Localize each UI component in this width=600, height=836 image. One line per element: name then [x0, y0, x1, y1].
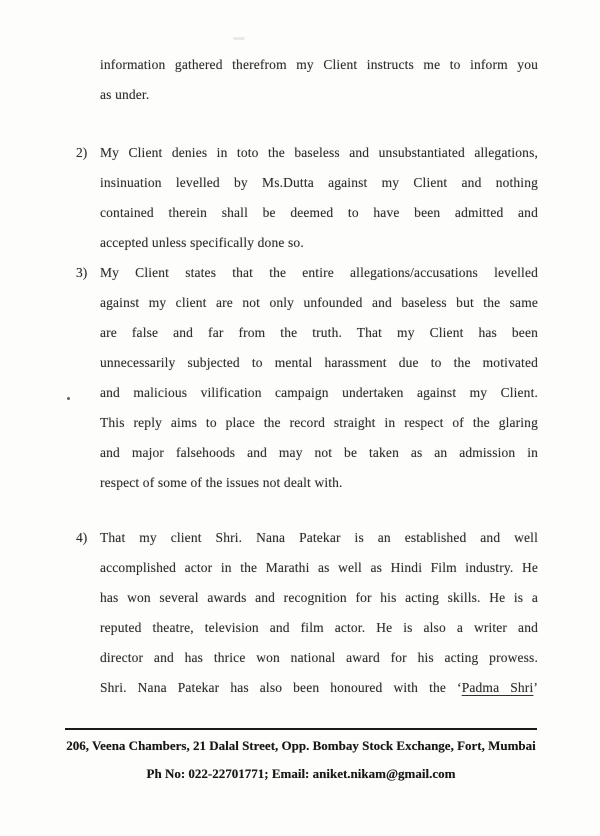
paragraph-2	[76, 138, 538, 258]
text-line: and malicious vilification campaign undertaken against my Client.	[100, 385, 538, 400]
paragraph-spacer	[100, 110, 538, 138]
paragraph-number: 3)	[76, 265, 88, 280]
text-segment: ’	[533, 680, 538, 695]
text-line: information gathered therefrom my Client instructs me to inform you	[100, 57, 538, 72]
text-line: are false and far from the truth. That my Client has been	[100, 325, 538, 340]
paragraph-4	[76, 523, 538, 703]
text-line: insinuation levelled by Ms.Dutta against my Client and nothing	[100, 175, 538, 190]
footer-address: 206, Veena Chambers, 21 Dalal Street, Opp. Bombay Stock Exchange, Fort, Mumbai	[66, 738, 536, 753]
letterhead-footer	[65, 728, 537, 789]
padma-shri-underlined-text: Padma Shri	[461, 680, 534, 695]
footer-contact: Ph No: 022-22701771; Email: aniket.nikam@gmail.com	[146, 766, 456, 781]
text-line: My Client states that the entire allegations/accusations levelled	[100, 265, 538, 280]
text-line: as under.	[100, 87, 150, 102]
text-line-padma-shri	[100, 673, 538, 703]
text-line: director and has thrice won national award for his acting prowess.	[100, 650, 538, 665]
text-line: has won several awards and recognition for his acting skills. He is a	[100, 590, 538, 605]
paragraph-3	[76, 258, 538, 498]
paragraph-number: 4)	[76, 530, 88, 545]
text-line: unnecessarily subjected to mental harassment due to the motivated	[100, 355, 538, 370]
text-line: contained therein shall be deemed to have been admitted and	[100, 205, 538, 220]
paragraph-number: 2)	[76, 145, 88, 160]
text-line: reputed theatre, television and film actor. He is also a writer and	[100, 620, 538, 635]
text-line: This reply aims to place the record straight in respect of the glaring	[100, 415, 538, 430]
paragraph-spacer	[100, 498, 538, 523]
scan-dot-artifact	[67, 397, 70, 400]
text-line: respect of some of the issues not dealt with.	[100, 475, 343, 490]
letter-body	[76, 50, 538, 703]
text-line: accepted unless specifically done so.	[100, 235, 304, 250]
text-line: and major falsehoods and may not be taken as an admission in	[100, 445, 538, 460]
text-segment: Shri. Nana Patekar has also been honoured with the ‘	[100, 680, 462, 695]
text-line: against my client are not only unfounded and baseless but the same	[100, 295, 538, 310]
intro-paragraph	[100, 50, 538, 110]
text-line: My Client denies in toto the baseless and unsubstantiated allegations,	[100, 145, 538, 160]
scan-smudge-artifact	[233, 37, 245, 40]
text-line: accomplished actor in the Marathi as well as Hindi Film industry. He	[100, 560, 538, 575]
text-line: That my client Shri. Nana Patekar is an established and well	[100, 530, 538, 545]
